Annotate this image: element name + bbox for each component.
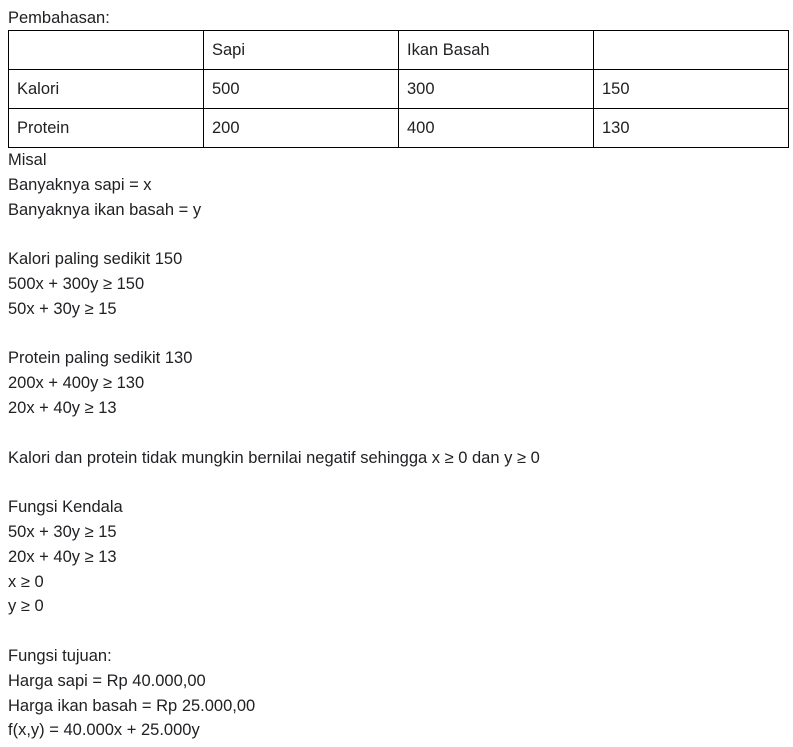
text-line: Harga sapi = Rp 40.000,00: [8, 671, 206, 690]
page-heading: Pembahasan:: [8, 9, 110, 27]
text-line: Misal: [8, 151, 47, 169]
text-line: 50x + 30y ≥ 15: [8, 522, 117, 541]
text-line: Kalori dan protein tidak mungkin bernilai negatif sehingga x ≥ 0 dan y ≥ 0: [8, 448, 540, 467]
table-row: [9, 109, 789, 148]
table-cell: 150: [594, 70, 789, 109]
blank-line: [8, 421, 790, 446]
text-line: 20x + 40y ≥ 13: [8, 398, 117, 417]
nutrition-table: [8, 30, 789, 148]
text-line: Harga ikan basah = Rp 25.000,00: [8, 696, 256, 715]
table-header-cell: Ikan Basah: [399, 31, 594, 70]
text-line: Protein paling sedikit 130: [8, 349, 193, 368]
table-row: [9, 70, 789, 109]
text-line: 500x + 300y ≥ 150: [8, 274, 145, 293]
table-header-cell: [9, 31, 204, 70]
text-line: Banyaknya ikan basah = y: [8, 200, 202, 219]
blank-line: [8, 322, 790, 347]
table-cell: 200: [204, 109, 399, 148]
text-line: 200x + 400y ≥ 130: [8, 374, 145, 393]
text-line: Fungsi Kendala: [8, 498, 123, 517]
text-line: Fungsi tujuan:: [8, 646, 112, 665]
table-header-row: [9, 31, 789, 70]
table-header-cell: [594, 31, 789, 70]
blank-line: [8, 470, 790, 495]
explanation-text: [8, 148, 790, 743]
text-line: x ≥ 0: [8, 572, 44, 591]
blank-line: [8, 222, 790, 247]
document: [8, 6, 790, 743]
table-cell: 500: [204, 70, 399, 109]
table-header-cell: Sapi: [204, 31, 399, 70]
table-cell: 300: [399, 70, 594, 109]
table-cell: 130: [594, 109, 789, 148]
blank-line: [8, 619, 790, 644]
table-cell: Protein: [9, 109, 204, 148]
text-line: y ≥ 0: [8, 597, 44, 616]
table-cell: Kalori: [9, 70, 204, 109]
text-line: f(x,y) = 40.000x + 25.000y: [8, 721, 200, 740]
text-line: 50x + 30y ≥ 15: [8, 299, 117, 318]
text-line: Banyaknya sapi = x: [8, 175, 152, 194]
table-cell: 400: [399, 109, 594, 148]
text-line: 20x + 40y ≥ 13: [8, 547, 117, 566]
text-line: Kalori paling sedikit 150: [8, 250, 183, 269]
